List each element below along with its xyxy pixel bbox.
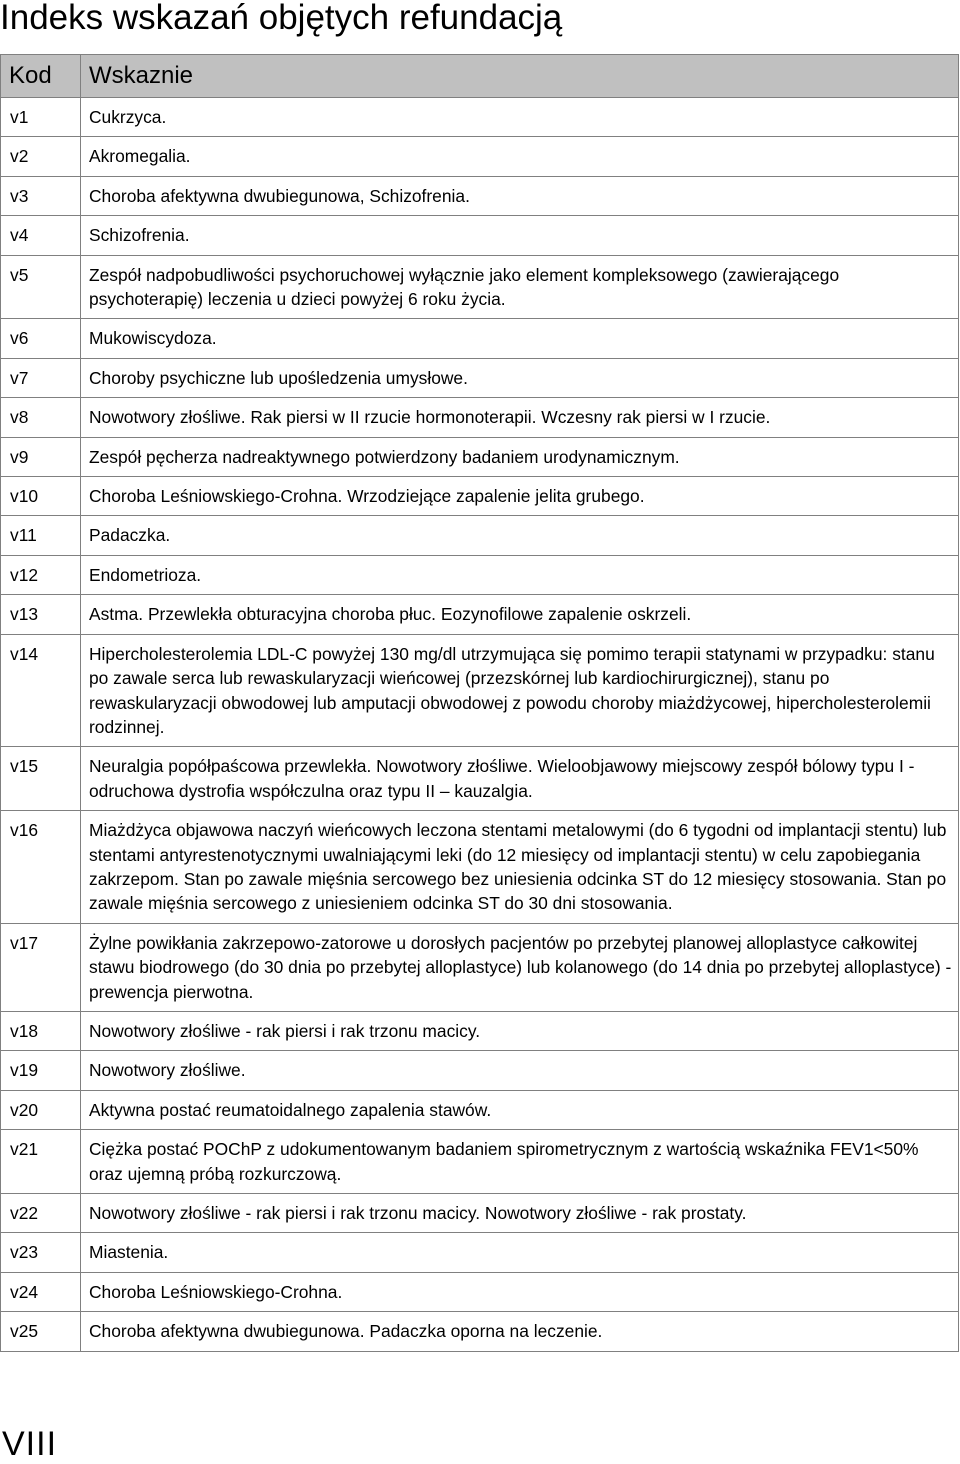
- indication-code: v16: [1, 811, 81, 924]
- table-row: [1, 1233, 959, 1272]
- indication-text: Hipercholesterolemia LDL-C powyżej 130 mg/dl utrzymująca się pomimo terapii statynami w przypadku: stanu po zawale serca lub rewaskularyzacji wieńcowej (przezskórnej lub kardiochirurgicznej), stanu po rewaskularyzacji obwodowej lub amputacji obwodowej z powodu choroby miażdżycowej, hipercholesterolemii rodzinnej.: [81, 634, 959, 747]
- indication-text: Cukrzyca.: [81, 98, 959, 137]
- column-header-code: Kod: [1, 55, 81, 98]
- page-number: VIII: [2, 1425, 58, 1463]
- indication-text: Akromegalia.: [81, 137, 959, 176]
- indication-text: Nowotwory złośliwe - rak piersi i rak trzonu macicy. Nowotwory złośliwe - rak prostaty.: [81, 1194, 959, 1233]
- indication-code: v5: [1, 255, 81, 319]
- table-row: [1, 516, 959, 555]
- indication-text: Zespół nadpobudliwości psychoruchowej wyłącznie jako element kompleksowego (zawierającego psychoterapię) leczenia u dzieci powyżej 6 roku życia.: [81, 255, 959, 319]
- indication-text: Aktywna postać reumatoidalnego zapalenia stawów.: [81, 1090, 959, 1129]
- indication-text: Astma. Przewlekła obturacyjna choroba płuc. Eozynofilowe zapalenie oskrzeli.: [81, 595, 959, 634]
- indication-text: Ciężka postać POChP z udokumentowanym badaniem spirometrycznym z wartością wskaźnika FEV1<50% oraz ujemną próbą rozkurczową.: [81, 1130, 959, 1194]
- indication-code: v15: [1, 747, 81, 811]
- table-row: [1, 216, 959, 255]
- indication-code: v10: [1, 477, 81, 516]
- indication-code: v3: [1, 176, 81, 215]
- indication-code: v7: [1, 358, 81, 397]
- indication-text: Padaczka.: [81, 516, 959, 555]
- indication-text: Nowotwory złośliwe - rak piersi i rak trzonu macicy.: [81, 1011, 959, 1050]
- indication-text: Choroba afektywna dwubiegunowa. Padaczka oporna na leczenie.: [81, 1312, 959, 1351]
- indication-code: v12: [1, 555, 81, 594]
- column-header-indication: Wskaznie: [81, 55, 959, 98]
- indication-code: v20: [1, 1090, 81, 1129]
- table-row: [1, 1312, 959, 1351]
- table-row: [1, 1272, 959, 1311]
- table-body: [1, 98, 959, 1352]
- indication-code: v13: [1, 595, 81, 634]
- indication-code: v1: [1, 98, 81, 137]
- table-row: [1, 555, 959, 594]
- table-row: [1, 1011, 959, 1050]
- table-row: [1, 358, 959, 397]
- indication-code: v6: [1, 319, 81, 358]
- indication-text: Miastenia.: [81, 1233, 959, 1272]
- indication-text: Choroby psychiczne lub upośledzenia umysłowe.: [81, 358, 959, 397]
- table-row: [1, 176, 959, 215]
- indication-code: v2: [1, 137, 81, 176]
- indication-text: Nowotwory złośliwe.: [81, 1051, 959, 1090]
- indication-code: v23: [1, 1233, 81, 1272]
- indication-text: Zespół pęcherza nadreaktywnego potwierdzony badaniem urodynamicznym.: [81, 437, 959, 476]
- indication-text: Choroba Leśniowskiego-Crohna. Wrzodziejące zapalenie jelita grubego.: [81, 477, 959, 516]
- indication-code: v4: [1, 216, 81, 255]
- page-title: Indeks wskazań objętych refundacją: [0, 0, 563, 37]
- table-row: [1, 1051, 959, 1090]
- table-row: [1, 477, 959, 516]
- indication-code: v25: [1, 1312, 81, 1351]
- indication-code: v8: [1, 398, 81, 437]
- table-header-row: [1, 55, 959, 98]
- table-row: [1, 595, 959, 634]
- indication-code: v11: [1, 516, 81, 555]
- table-row: [1, 437, 959, 476]
- table-row: [1, 319, 959, 358]
- table-row: [1, 98, 959, 137]
- table-row: [1, 1194, 959, 1233]
- indication-text: Schizofrenia.: [81, 216, 959, 255]
- table-row: [1, 747, 959, 811]
- indication-text: Endometrioza.: [81, 555, 959, 594]
- indication-code: v17: [1, 923, 81, 1011]
- indication-code: v18: [1, 1011, 81, 1050]
- indication-text: Choroba afektywna dwubiegunowa, Schizofrenia.: [81, 176, 959, 215]
- indication-code: v14: [1, 634, 81, 747]
- table-row: [1, 1130, 959, 1194]
- indication-code: v24: [1, 1272, 81, 1311]
- table-row: [1, 634, 959, 747]
- indication-text: Choroba Leśniowskiego-Crohna.: [81, 1272, 959, 1311]
- table-row: [1, 811, 959, 924]
- indication-code: v22: [1, 1194, 81, 1233]
- indication-text: Nowotwory złośliwe. Rak piersi w II rzucie hormonoterapii. Wczesny rak piersi w I rzucie.: [81, 398, 959, 437]
- indication-code: v19: [1, 1051, 81, 1090]
- table-row: [1, 1090, 959, 1129]
- table-row: [1, 923, 959, 1011]
- table-row: [1, 398, 959, 437]
- indication-code: v21: [1, 1130, 81, 1194]
- table-row: [1, 255, 959, 319]
- indication-code: v9: [1, 437, 81, 476]
- indication-text: Neuralgia popółpaścowa przewlekła. Nowotwory złośliwe. Wieloobjawowy miejscowy zespół bólowy typu I - odruchowa dystrofia współczulna oraz typu II – kauzalgia.: [81, 747, 959, 811]
- table-row: [1, 137, 959, 176]
- indication-text: Mukowiscydoza.: [81, 319, 959, 358]
- indication-text: Miażdżyca objawowa naczyń wieńcowych leczona stentami metalowymi (do 6 tygodni od implantacji stentu) lub stentami antyrestenotycznymi uwalniającymi leki (do 12 miesięcy od implantacji stentu) w celu zapobiegania zakrzepom. Stan po zawale mięśnia sercowego bez uniesienia odcinka ST do 12 miesięcy stosowania. Stan po zawale mięśnia sercowego z uniesieniem odcinka ST do 30 dni stosowania.: [81, 811, 959, 924]
- indication-text: Żylne powikłania zakrzepowo-zatorowe u dorosłych pacjentów po przebytej planowej alloplastyce całkowitej stawu biodrowego (do 30 dnia po przebytej alloplastyce) lub kolanowego (do 14 dnia po przebytej alloplastyce) - prewencja pierwotna.: [81, 923, 959, 1011]
- indications-table: [0, 54, 959, 1352]
